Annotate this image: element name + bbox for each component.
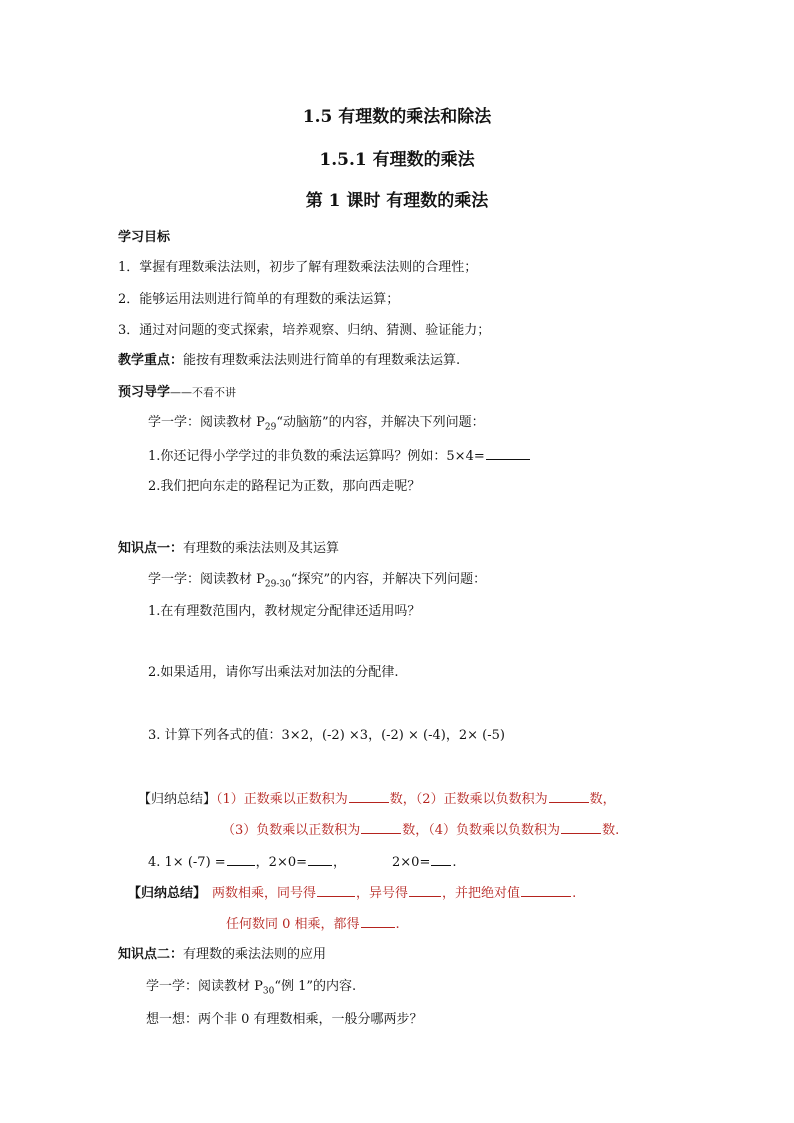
- answer-blank[interactable]: [308, 853, 332, 866]
- preview-intro-text: 学一学：阅读教材 P: [148, 415, 265, 430]
- summary-2-part-a: 两数相乘，同号得: [212, 886, 317, 901]
- k2-heading-label: 知识点二：: [118, 947, 184, 962]
- preview-intro-page: 29: [264, 422, 277, 433]
- goal-item-3: 3．通过对问题的变式探索，培养观察、归纳、猜测、验证能力；: [118, 323, 491, 338]
- goal-item-1: 1．掌握有理数乘法法则，初步了解有理数乘法法则的合理性；: [118, 260, 478, 275]
- k1-question-4: [148, 853, 456, 872]
- k1-heading: [118, 540, 339, 558]
- key-point-label: 教学重点：: [118, 353, 184, 368]
- k1-question-2: 2.如果适用，请你写出乘法对加法的分配律.: [148, 665, 399, 680]
- k2-intro-text: 学一学：阅读教材 P: [146, 979, 263, 994]
- k1-heading-text: 有理数的乘法法则及其运算: [183, 541, 340, 556]
- k1-intro-text: 学一学：阅读教材 P: [148, 572, 265, 587]
- preview-question-1-text: 1.你还记得小学学过的非负数的乘法运算吗？例如：5×4=: [148, 449, 485, 464]
- k1-question-1: 1.在有理数范围内，教材规定分配律还适用吗？: [148, 604, 421, 619]
- key-point: [118, 352, 460, 370]
- summary-2-label: 【归纳总结】: [128, 886, 207, 901]
- k2-intro-page: 30: [262, 986, 275, 997]
- answer-blank[interactable]: [349, 790, 389, 803]
- k2-intro-rest: “例 1”的内容.: [274, 979, 357, 994]
- k2-heading-text: 有理数的乘法法则的应用: [183, 947, 327, 962]
- summary-1-label: 【归纳总结】: [138, 792, 217, 807]
- answer-blank[interactable]: [317, 884, 355, 897]
- summary-2-line-1: [128, 884, 576, 903]
- preview-question-1: [148, 447, 531, 466]
- key-point-text: 能按有理数乘法法则进行简单的有理数乘法运算.: [183, 353, 461, 368]
- k1-question-3: 3. 计算下列各式的值：3×2，(-2) ×3，(-2) × (-4)，2× (-5): [148, 728, 505, 743]
- q4-part-d: 2×0=: [392, 855, 431, 870]
- k1-intro-page: 29-30: [264, 579, 291, 590]
- summary-2-part-e: 任何数同 0 相乘，都得: [226, 917, 360, 932]
- k1-intro-rest: “探究”的内容，并解决下列问题：: [290, 572, 487, 587]
- k2-intro: [146, 978, 356, 1001]
- summary-2-part-c: ，并把绝对值: [442, 886, 521, 901]
- section-title: 1.5.1 有理数的乘法: [319, 150, 475, 170]
- answer-blank[interactable]: [361, 915, 395, 928]
- k2-think: 想一想：两个非 0 有理数相乘，一般分哪两步？: [146, 1012, 423, 1027]
- answer-blank[interactable]: [227, 853, 255, 866]
- summary-2-part-d: .: [572, 886, 577, 901]
- answer-blank[interactable]: [561, 821, 601, 834]
- k1-heading-label: 知识点一：: [118, 541, 184, 556]
- summary-1-part-a: （1）正数乘以正数积为: [216, 792, 348, 807]
- main-title: 1.5 有理数的乘法和除法: [302, 107, 492, 127]
- summary-1-line-1: [138, 790, 616, 809]
- answer-blank[interactable]: [409, 884, 441, 897]
- k1-intro: [148, 571, 486, 594]
- answer-blank[interactable]: [549, 790, 589, 803]
- preview-intro-rest: “动脑筋”的内容，并解决下列问题：: [276, 415, 485, 430]
- q4-part-b: ，2×0=: [255, 855, 307, 870]
- q4-part-c: ，: [333, 855, 347, 870]
- goal-item-2: 2．能够运用法则进行简单的有理数的乘法运算；: [118, 292, 400, 307]
- goals-heading: 学习目标: [118, 230, 171, 245]
- summary-1-part-f: 数.: [602, 823, 620, 838]
- summary-1-part-b: 数，（2）正数乘以负数积为: [389, 792, 548, 807]
- k2-heading: [118, 946, 326, 964]
- q4-part-a: 4. 1× (-7) =: [148, 855, 226, 870]
- answer-blank[interactable]: [361, 821, 401, 834]
- answer-blank[interactable]: [486, 447, 530, 460]
- lesson-title: 第 1 课时 有理数的乘法: [305, 191, 489, 211]
- summary-2-part-b: ，异号得: [356, 886, 409, 901]
- summary-1-part-e: 数，（4）负数乘以负数积为: [402, 823, 561, 838]
- answer-blank[interactable]: [521, 884, 571, 897]
- summary-2-line-2: [226, 915, 400, 934]
- summary-1-part-c: 数，: [589, 792, 616, 807]
- preview-heading-note: ——不看不讲: [170, 386, 237, 399]
- answer-blank[interactable]: [431, 853, 451, 866]
- summary-1-line-2: [222, 821, 619, 840]
- preview-heading: [118, 384, 236, 402]
- q4-part-e: .: [452, 855, 457, 870]
- summary-1-part-d: （3）负数乘以正数积为: [222, 823, 361, 838]
- preview-heading-text: 预习导学: [118, 385, 171, 400]
- preview-intro: [148, 414, 485, 437]
- preview-question-2: 2.我们把向东走的路程记为正数，那向西走呢？: [148, 479, 421, 494]
- summary-2-part-f: .: [395, 917, 400, 932]
